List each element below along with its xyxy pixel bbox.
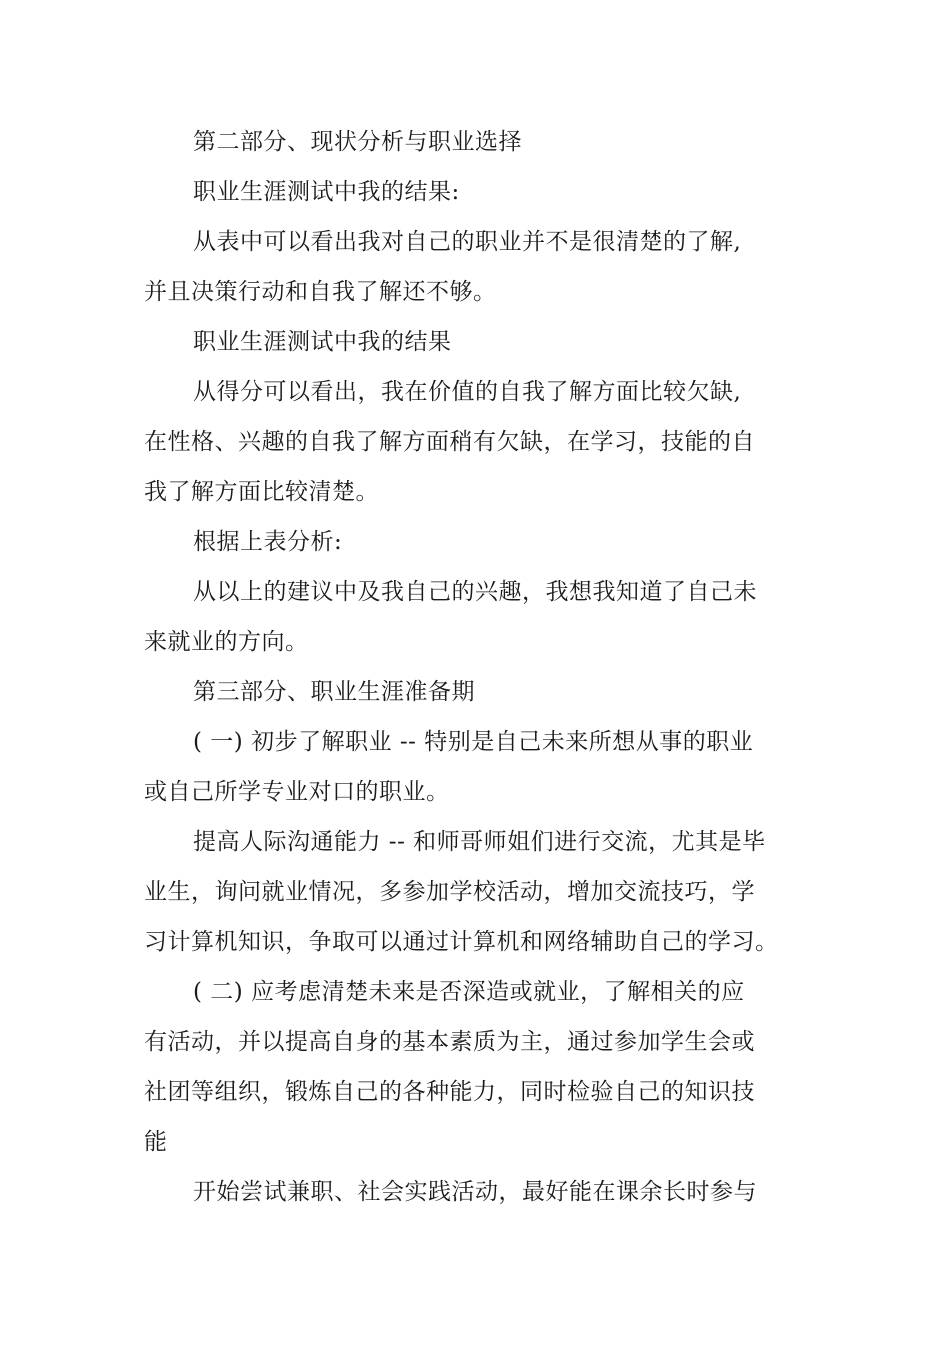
paragraph-line: 能 bbox=[144, 1129, 168, 1155]
paragraph-line: 或自己所学专业对口的职业。 bbox=[144, 779, 450, 805]
paragraph-line: 职业生涯测试中我的结果: bbox=[193, 179, 460, 205]
paragraph-line: ( 一) 初步了解职业 -- 特别是自己未来所想从事的职业 bbox=[193, 729, 754, 755]
paragraph-line: 提高人际沟通能力 -- 和师哥师姐们进行交流，尤其是毕 bbox=[193, 829, 766, 855]
paragraph-line: 习计算机知识，争取可以通过计算机和网络辅助自己的学习。 bbox=[144, 929, 779, 955]
paragraph-line: 业生，询问就业情况，多参加学校活动，增加交流技巧，学 bbox=[144, 879, 755, 905]
section-heading: 第三部分、职业生涯准备期 bbox=[193, 679, 475, 705]
paragraph-line: 从得分可以看出，我在价值的自我了解方面比较欠缺, bbox=[193, 379, 742, 405]
paragraph-line: ( 二) 应考虑清楚未来是否深造或就业，了解相关的应 bbox=[193, 979, 745, 1005]
paragraph-line: 在性格、兴趣的自我了解方面稍有欠缺，在学习，技能的自 bbox=[144, 429, 755, 455]
paragraph-line: 职业生涯测试中我的结果 bbox=[193, 329, 452, 355]
paragraph-line: 社团等组织，锻炼自己的各种能力，同时检验自己的知识技 bbox=[144, 1079, 755, 1105]
paragraph-line: 从以上的建议中及我自己的兴趣，我想我知道了自己未 bbox=[193, 579, 757, 605]
section-heading: 第二部分、现状分析与职业选择 bbox=[193, 129, 522, 155]
paragraph-line: 有活动，并以提高自身的基本素质为主，通过参加学生会或 bbox=[144, 1029, 755, 1055]
paragraph-line: 我了解方面比较清楚。 bbox=[144, 479, 379, 505]
paragraph-line: 开始尝试兼职、社会实践活动，最好能在课余长时参与 bbox=[193, 1179, 757, 1205]
paragraph-line: 从表中可以看出我对自己的职业并不是很清楚的了解, bbox=[193, 229, 742, 255]
paragraph-line: 来就业的方向。 bbox=[144, 629, 309, 655]
paragraph-line: 根据上表分析: bbox=[193, 529, 343, 555]
paragraph-line: 并且决策行动和自我了解还不够。 bbox=[144, 279, 497, 305]
